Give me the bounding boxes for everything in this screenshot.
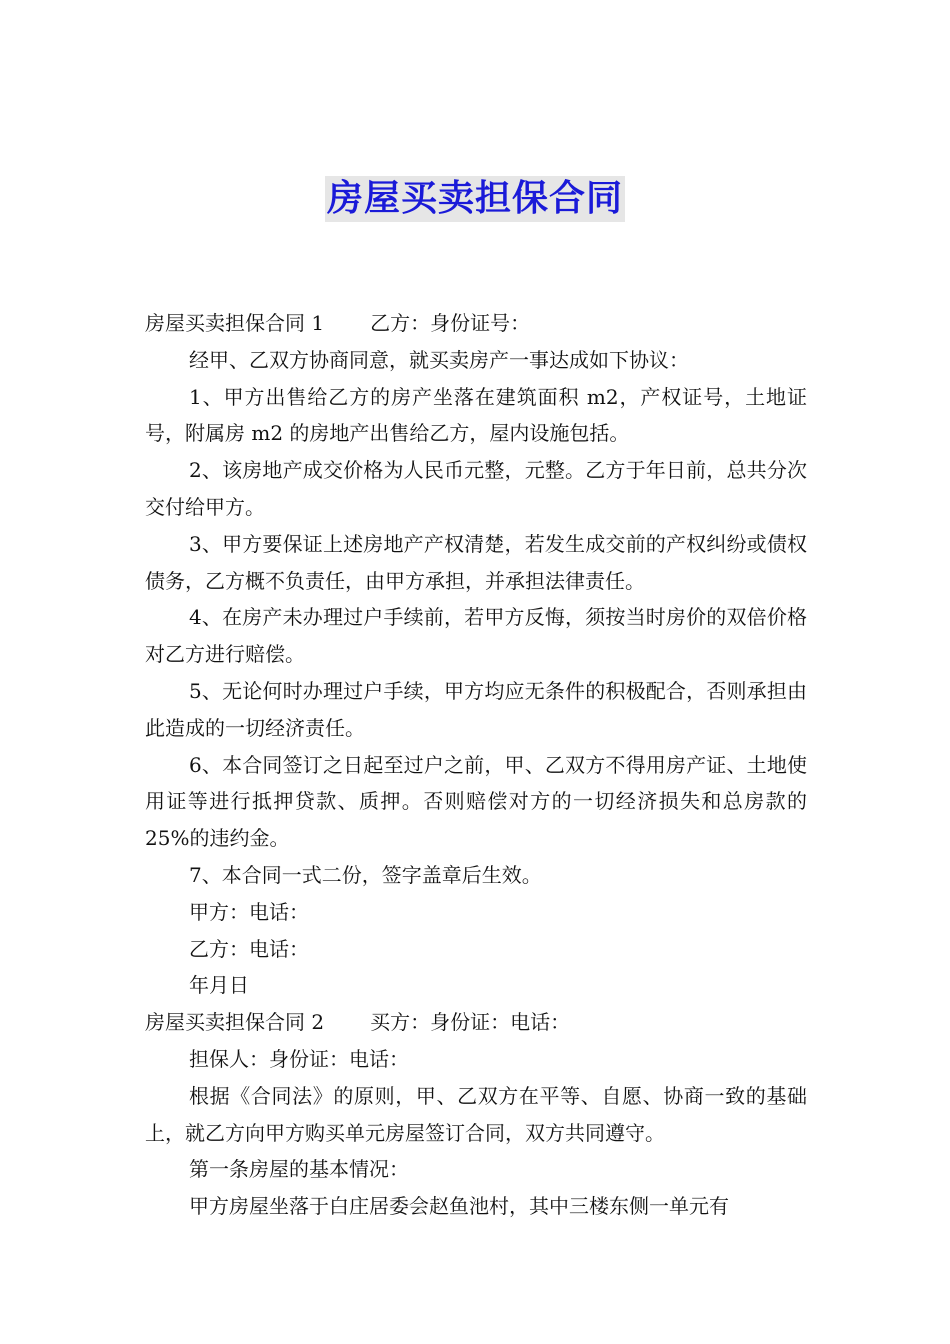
section1-heading xyxy=(145,305,807,342)
clause-2: 2、该房地产成交价格为人民币元整，元整。乙方于年日前，总共分次交付给甲方。 xyxy=(145,458,807,519)
section1-heading-right: 乙方：身份证号： xyxy=(370,311,531,335)
document-body xyxy=(145,305,807,1225)
clause-5: 5、无论何时办理过户手续，甲方均应无条件的积极配合，否则承担由此造成的一切经济责任。 xyxy=(145,678,807,740)
document-title xyxy=(0,176,950,222)
clause-1: 1、甲方出售给乙方的房产坐落在建筑面积 m2，产权证号，土地证号，附属房 m2 的房地产出售给乙方，屋内设施包括。 xyxy=(145,384,807,446)
section2-heading xyxy=(145,1004,807,1041)
section2-heading-right: 买方：身份证：电话： xyxy=(370,1010,571,1035)
clause-6: 6、本合同签订之日起至过户之前，甲、乙双方不得用房产证、土地使用证等进行抵押贷款、质押。否则赔偿对方的一切经济损失和总房款的 25%的违约金。 xyxy=(145,752,807,851)
guarantor-line: 担保人：身份证：电话： xyxy=(189,1046,409,1071)
section1-intro: 经甲、乙双方协商同意，就买卖房产一事达成如下协议： xyxy=(189,347,689,372)
section2-heading-left: 房屋买卖担保合同 2 xyxy=(145,1010,325,1035)
clause-3: 3、甲方要保证上述房地产产权清楚，若发生成交前的产权纠纷或债权债务，乙方概不负责任，由甲方承担，并承担法律责任。 xyxy=(145,531,807,593)
party-b-line: 乙方：电话： xyxy=(189,936,309,961)
section2-intro: 根据《合同法》的原则，甲、乙双方在平等、自愿、协商一致的基础上，就乙方向甲方购买单元房屋签订合同，双方共同遵守。 xyxy=(145,1083,807,1145)
article1-text: 甲方房屋坐落于白庄居委会赵鱼池村，其中三楼东侧一单元有 xyxy=(189,1194,729,1219)
clause-7: 7、本合同一式二份，签字盖章后生效。 xyxy=(189,862,542,887)
section1-heading-left: 房屋买卖担保合同 1 xyxy=(145,311,325,335)
party-a-line: 甲方：电话： xyxy=(189,899,309,924)
clause-4: 4、在房产未办理过户手续前，若甲方反悔，须按当时房价的双倍价格对乙方进行赔偿。 xyxy=(145,605,807,667)
title-text: 房屋买卖担保合同 xyxy=(325,176,625,222)
date-line: 年月日 xyxy=(189,973,249,998)
article1-title: 第一条房屋的基本情况： xyxy=(189,1157,409,1182)
